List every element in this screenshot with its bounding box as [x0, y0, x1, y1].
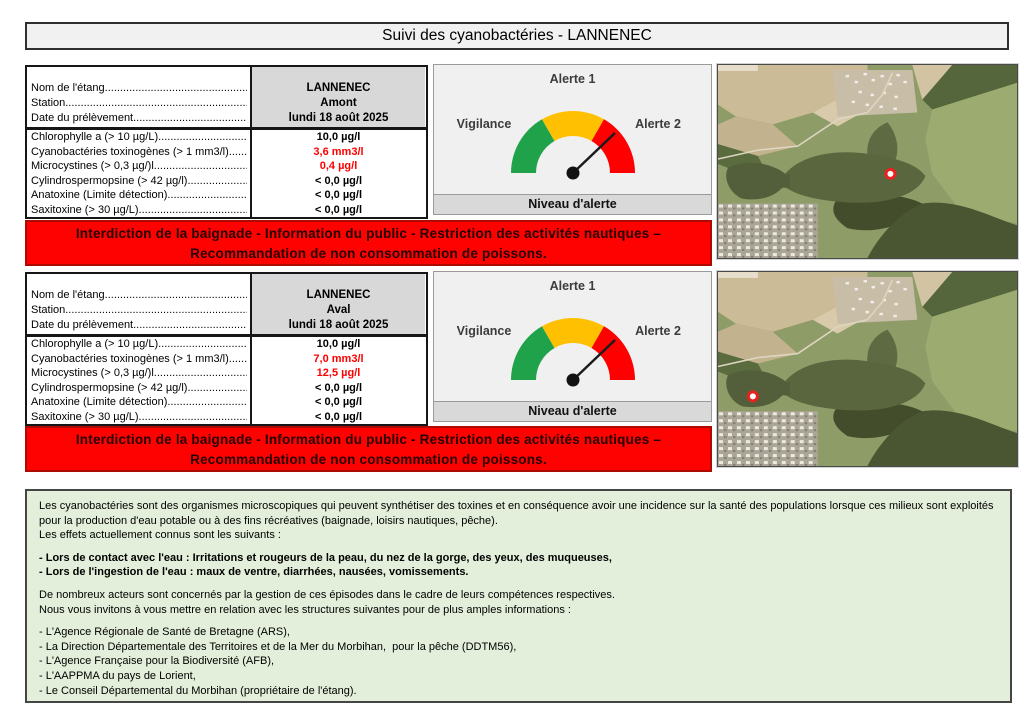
- gauge-caption: Niveau d'alerte: [434, 401, 711, 421]
- aerial-map-aval: [717, 271, 1018, 467]
- dot-leader: [139, 204, 247, 216]
- info-list-item: - L'Agence Française pour la Biodiversité (AFB),: [39, 655, 275, 668]
- banner-line1: Interdiction de la baignade - Information du public - Restriction des activités nautiques –: [75, 226, 662, 241]
- measure-label: Cylindrospermopsine (> 42 µg/l): [31, 174, 188, 187]
- map-attribution: [718, 272, 758, 278]
- measure-value-alert: 3,6 mm3/l: [250, 145, 425, 160]
- spacer: [39, 580, 998, 588]
- sample-date: lundi 18 août 2025: [288, 112, 389, 124]
- map-attribution: [718, 65, 758, 71]
- measure-label: Anatoxine (Limite détection): [31, 396, 168, 409]
- info-list-item: - L'AAPPMA du pays de Lorient,: [39, 669, 196, 682]
- map-village: [833, 277, 918, 324]
- dot-leader: [158, 338, 247, 350]
- measure-value: < 0,0 µg/l: [250, 203, 425, 218]
- measure-value: < 0,0 µg/l: [250, 410, 425, 425]
- table-header-labels: [27, 274, 250, 334]
- station-marker-icon: [886, 169, 895, 178]
- info-text-line: Les cyanobactéries sont des organismes microscopiques qui peuvent synthétiser des toxines et en conséquence avoir une incidence sur la santé des populations lorsque ces milieux sont exploités pour la production d'eau potable ou à des fins récréatives (baignade, loisirs nautiques, pêche).: [39, 500, 997, 527]
- spacer: [39, 617, 998, 625]
- dot-leader: [133, 318, 247, 333]
- banner-line2: Recommandation de non consommation de poissons.: [190, 246, 547, 261]
- info-row: [27, 111, 250, 126]
- gauge-label-vigilance: Vigilance: [456, 324, 512, 338]
- gauge-label-alerte1: Alerte 1: [549, 72, 596, 86]
- alert-banner-amont: [25, 220, 712, 266]
- dot-leader: [65, 96, 247, 111]
- measure-label: Microcystines (> 0,3 µg/)l: [31, 160, 154, 173]
- measure-label: Anatoxine (Limite détection): [31, 189, 168, 202]
- dot-leader: [105, 81, 247, 96]
- table-row: [27, 203, 426, 218]
- map-urban-area: [718, 411, 818, 466]
- measure-label: Cylindrospermopsine (> 42 µg/l): [31, 381, 188, 394]
- measure-value: < 0,0 µg/l: [250, 188, 425, 203]
- page-title: Suivi des cyanobactéries - LANNENEC: [25, 22, 1009, 50]
- table-row: [27, 381, 426, 396]
- info-text-line: Les effets actuellement connus sont les suivants :: [39, 529, 281, 542]
- measure-label: Microcystines (> 0,3 µg/)l: [31, 367, 154, 380]
- dot-leader: [154, 367, 247, 379]
- table-row: [27, 366, 426, 381]
- measure-value-alert: 7,0 mm3/l: [250, 352, 425, 367]
- table-body: [27, 130, 426, 217]
- spacer: [39, 543, 998, 551]
- dot-leader: [105, 288, 247, 303]
- gauge-label-alerte2: Alerte 2: [635, 117, 681, 131]
- info-row: [27, 303, 250, 318]
- table-row: [27, 395, 426, 410]
- table-row: [27, 352, 426, 367]
- alert-banner-aval: [25, 426, 712, 472]
- info-text-line: De nombreux acteurs sont concernés par la gestion de ces épisodes dans le cadre de leurs compétences respectives.: [39, 588, 615, 601]
- station-table-aval: [25, 272, 428, 426]
- info-label: Station: [31, 97, 66, 109]
- table-row: [27, 410, 426, 425]
- info-row: [27, 318, 250, 333]
- table-header-values: [250, 274, 425, 334]
- map-village: [833, 70, 918, 117]
- alert-gauge-aval: [433, 271, 712, 422]
- pond-name: LANNENEC: [306, 82, 371, 94]
- info-text-line: Nous vous invitons à vous mettre en relation avec les structures suivantes pour de plus amples informations :: [39, 603, 571, 616]
- measure-label: Saxitoxine (> 30 µg/L): [31, 410, 139, 423]
- info-row: [27, 96, 250, 111]
- measure-value: < 0,0 µg/l: [250, 395, 425, 410]
- station-marker-icon: [748, 392, 757, 401]
- sample-date: lundi 18 août 2025: [288, 319, 389, 331]
- pond-name: LANNENEC: [306, 289, 371, 301]
- table-row: [27, 145, 426, 160]
- info-label: Date du prélèvement: [31, 112, 134, 124]
- banner-line1: Interdiction de la baignade - Information du public - Restriction des activités nautiques –: [75, 432, 662, 447]
- dot-leader: [154, 160, 247, 172]
- info-text-line-bold: - Lors de contact avec l'eau : Irritations et rougeurs de la peau, du nez de la gorge, des yeux, des muqueuses,: [39, 551, 612, 564]
- dot-leader: [158, 131, 247, 143]
- dot-leader: [167, 396, 247, 408]
- table-row: [27, 337, 426, 352]
- info-label: Nom de l'étang: [31, 289, 105, 301]
- table-header: [27, 274, 426, 337]
- gauge-label-alerte1: Alerte 1: [549, 279, 596, 293]
- info-label: Station: [31, 304, 66, 316]
- measure-label: Saxitoxine (> 30 µg/L): [31, 203, 139, 216]
- measure-value-alert: 0,4 µg/l: [250, 159, 425, 174]
- measure-label: Cyanobactéries toxinogènes (> 1 mm3/l): [31, 145, 229, 158]
- table-row: [27, 130, 426, 145]
- dot-leader: [133, 111, 247, 126]
- dot-leader: [229, 353, 247, 365]
- table-row: [27, 159, 426, 174]
- alert-gauge-amont: [433, 64, 712, 215]
- gauge-label-vigilance: Vigilance: [456, 117, 512, 131]
- table-header: [27, 67, 426, 130]
- dot-leader: [139, 411, 247, 423]
- station-table-amont: [25, 65, 428, 219]
- map-urban-area: [718, 204, 818, 258]
- measure-value: < 0,0 µg/l: [250, 174, 425, 189]
- measure-value: < 0,0 µg/l: [250, 381, 425, 396]
- dot-leader: [229, 146, 247, 158]
- station-name: Amont: [320, 97, 357, 109]
- banner-line2: Recommandation de non consommation de poissons.: [190, 452, 547, 467]
- info-list-item: - La Direction Départementale des Territoires et de la Mer du Morbihan, pour la pêche (DDTM56),: [39, 640, 517, 653]
- dot-leader: [167, 189, 247, 201]
- table-header-values: [250, 67, 425, 127]
- info-label: Date du prélèvement: [31, 319, 134, 331]
- gauge-label-alerte2: Alerte 2: [635, 324, 681, 338]
- table-row: [27, 174, 426, 189]
- info-row: [27, 288, 250, 303]
- info-list-item: - L'Agence Régionale de Santé de Bretagne (ARS),: [39, 626, 290, 639]
- gauge-caption: Niveau d'alerte: [434, 194, 711, 214]
- aerial-map-illustration: [718, 65, 1017, 258]
- aerial-map-illustration: [718, 272, 1017, 466]
- info-text-line-bold: - Lors de l'ingestion de l'eau : maux de ventre, diarrhées, nausées, vomissements.: [39, 566, 469, 579]
- gauge-hub-icon: [567, 167, 580, 180]
- measure-label: Cyanobactéries toxinogènes (> 1 mm3/l): [31, 352, 229, 365]
- table-body: [27, 337, 426, 424]
- aerial-map-amont: [717, 64, 1018, 259]
- table-header-labels: [27, 67, 250, 127]
- cyanobacteria-info-box: [25, 489, 1012, 703]
- measure-label: Chlorophylle a (> 10 µg/L): [31, 338, 159, 351]
- measure-value: 10,0 µg/l: [250, 130, 425, 145]
- info-label: Nom de l'étang: [31, 82, 105, 94]
- info-list-item: - Le Conseil Départemental du Morbihan (propriétaire de l'étang).: [39, 684, 357, 697]
- measure-label: Chlorophylle a (> 10 µg/L): [31, 131, 159, 144]
- gauge-hub-icon: [567, 374, 580, 387]
- measure-value-alert: 12,5 µg/l: [250, 366, 425, 381]
- table-row: [27, 188, 426, 203]
- info-row: [27, 81, 250, 96]
- dot-leader: [187, 175, 247, 187]
- dot-leader: [187, 382, 247, 394]
- station-name: Aval: [326, 304, 351, 316]
- dot-leader: [65, 303, 247, 318]
- measure-value: 10,0 µg/l: [250, 337, 425, 352]
